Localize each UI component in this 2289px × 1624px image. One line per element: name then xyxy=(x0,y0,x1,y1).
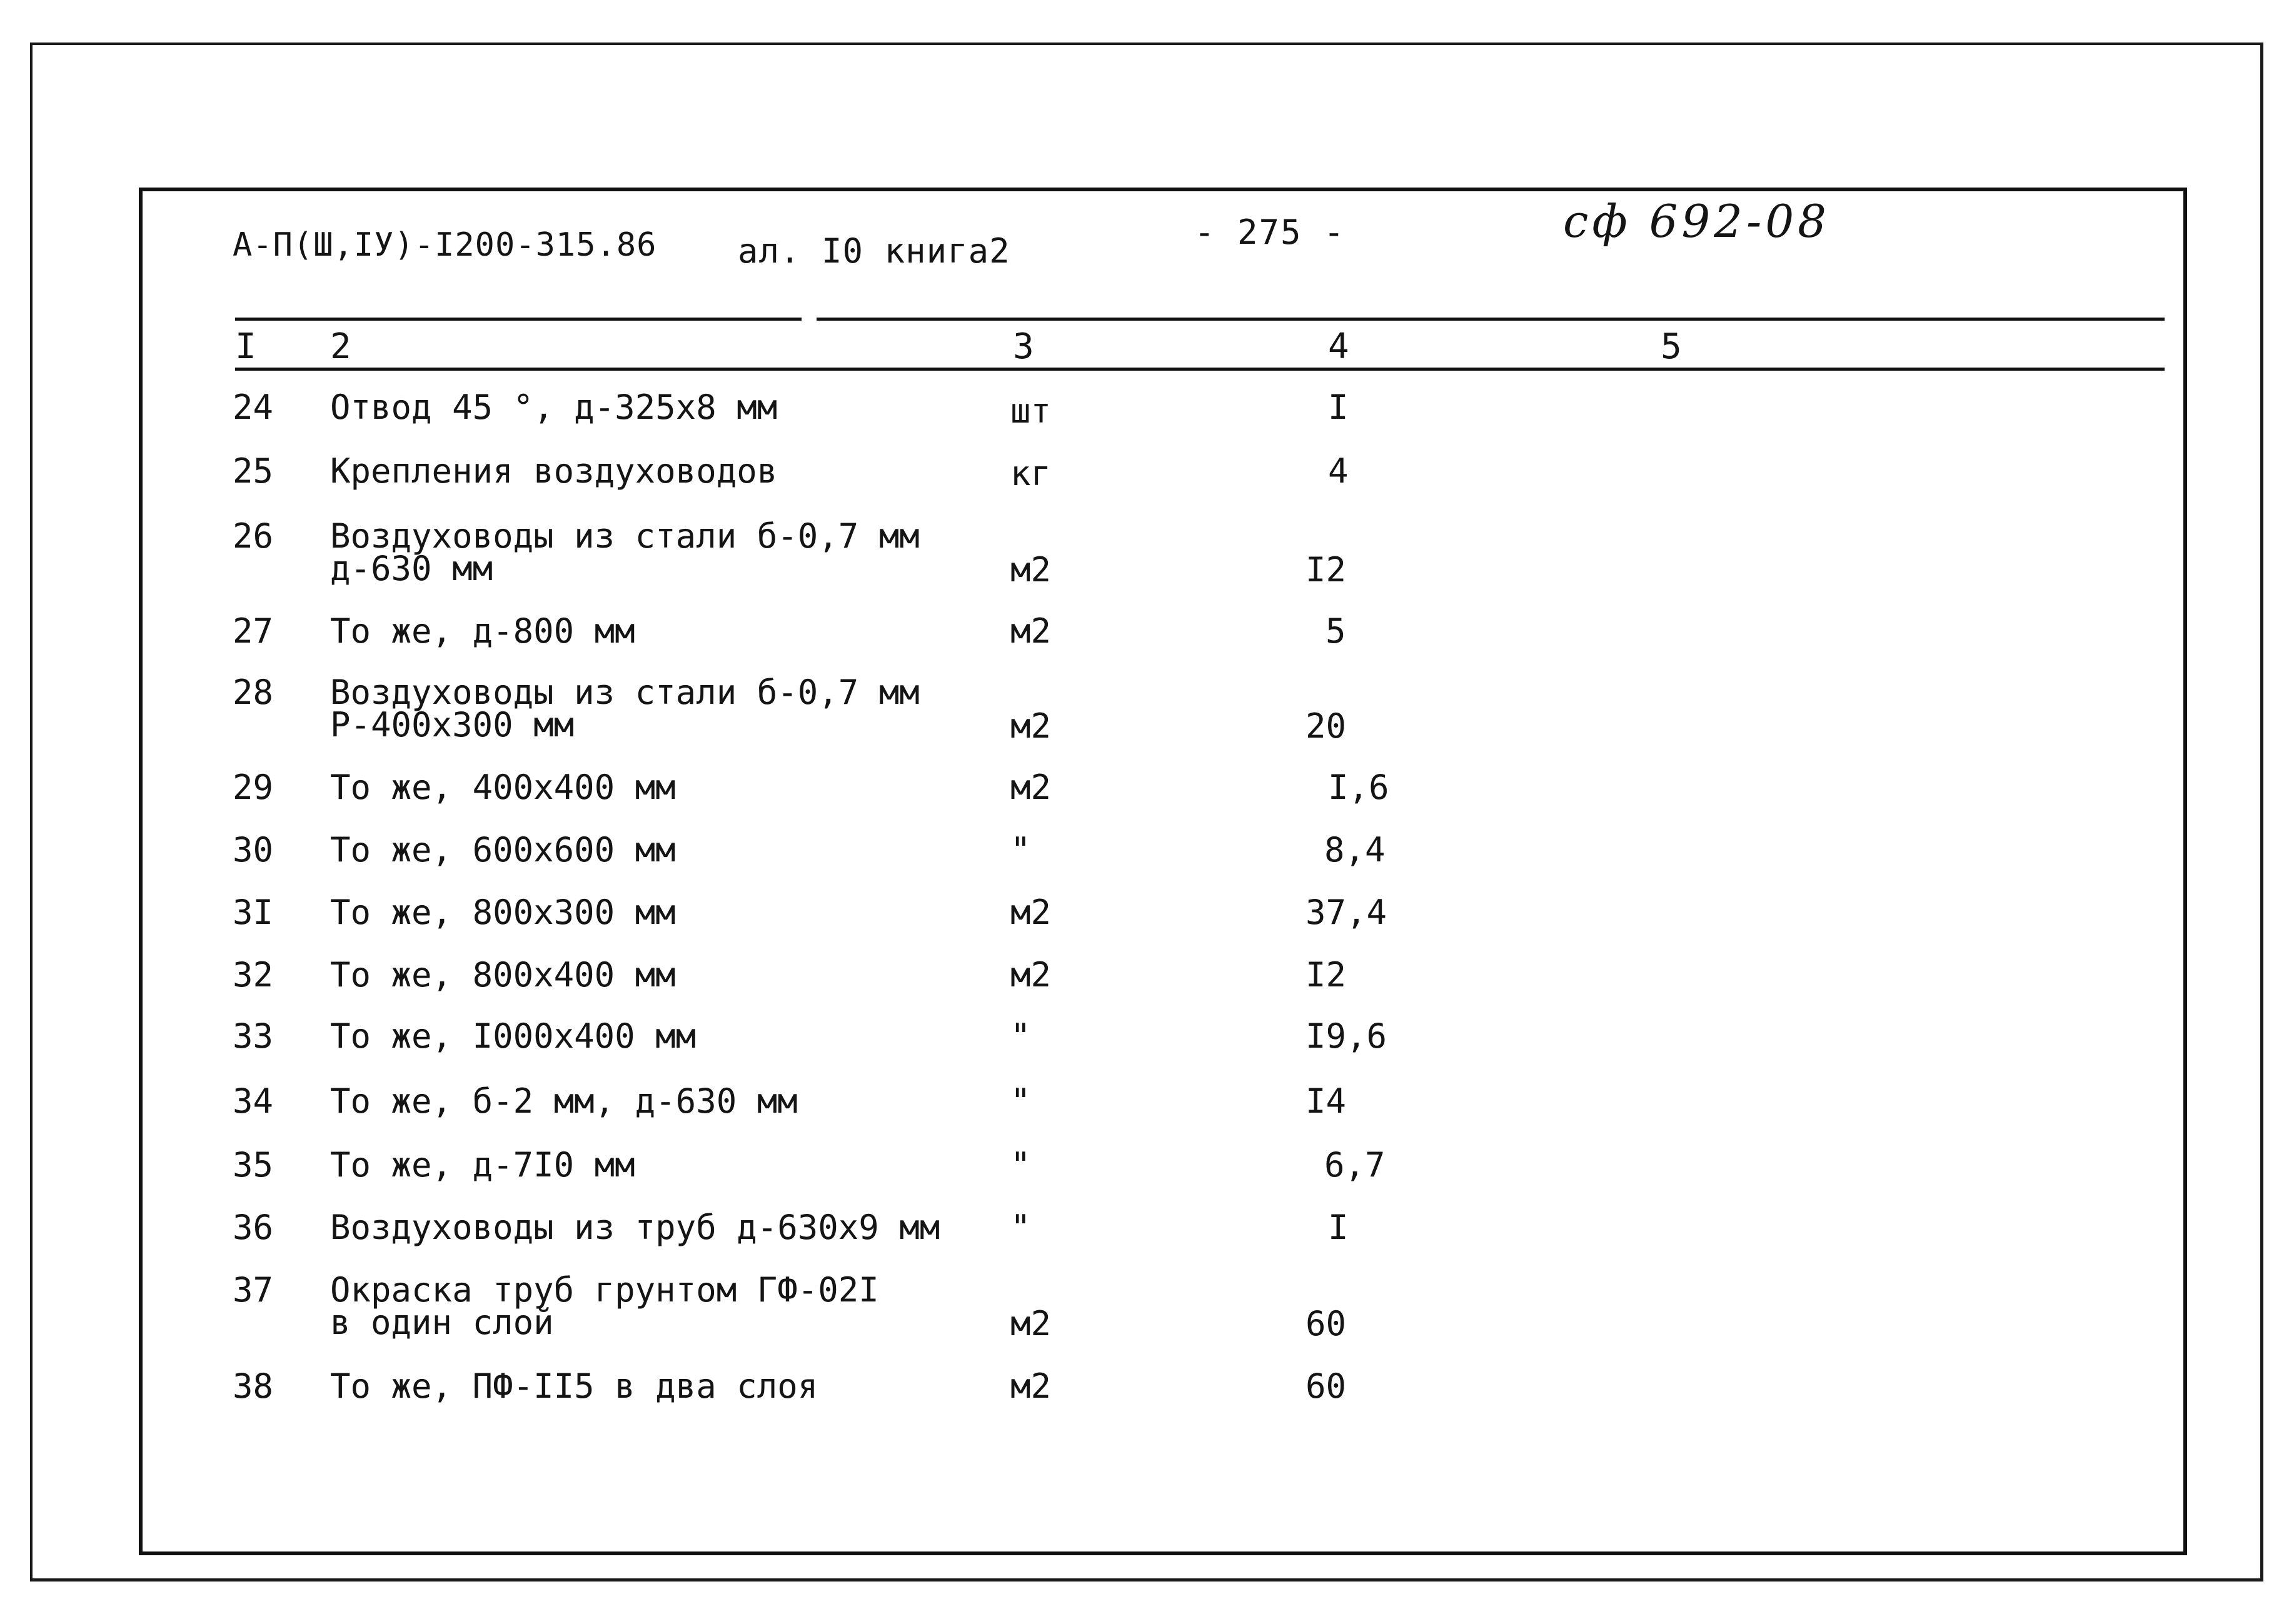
table-top-rule-left xyxy=(235,318,802,321)
item-name: То же, д-7I0 мм xyxy=(330,1145,635,1185)
column-header-3: 3 xyxy=(1013,326,1034,367)
item-unit: м2 xyxy=(1010,550,1052,589)
item-quantity: I,6 xyxy=(1328,768,1389,807)
item-quantity: 37,4 xyxy=(1305,893,1387,932)
row-number: 34 xyxy=(233,1081,274,1121)
item-unit: кг xyxy=(1010,454,1052,493)
item-name: То же, 800х400 мм xyxy=(330,955,676,995)
column-header-1: I xyxy=(235,326,256,367)
row-number: 3I xyxy=(233,893,274,932)
row-number: 30 xyxy=(233,830,274,870)
item-quantity: 6,7 xyxy=(1324,1145,1386,1185)
item-unit: " xyxy=(1010,1208,1031,1247)
item-name: Отвод 45 °, д-325х8 мм xyxy=(330,388,778,427)
item-quantity: I xyxy=(1328,1208,1349,1247)
item-quantity: 5 xyxy=(1326,611,1346,651)
row-number: 36 xyxy=(233,1208,274,1247)
sheet-reference: ал. I0 книга2 xyxy=(738,231,1010,271)
item-quantity: I xyxy=(1328,388,1349,427)
item-name: Воздуховоды из стали б-0,7 мм Р-400х300 мм xyxy=(330,673,920,744)
handwritten-archive-mark: сф 692-08 xyxy=(1563,195,1830,248)
item-name: То же, 600х600 мм xyxy=(330,830,676,870)
item-quantity: I9,6 xyxy=(1305,1016,1387,1056)
column-header-5: 5 xyxy=(1661,326,1682,367)
item-name: То же, 400х400 мм xyxy=(330,768,676,807)
row-number: 27 xyxy=(233,611,274,651)
item-name: Воздуховоды из стали б-0,7 мм д-630 мм xyxy=(330,516,920,588)
item-name: То же, б-2 мм, д-630 мм xyxy=(330,1081,798,1121)
item-unit: " xyxy=(1010,1145,1031,1185)
item-unit: " xyxy=(1010,1081,1031,1121)
item-unit: м2 xyxy=(1010,1304,1052,1343)
item-name: То же, I000х400 мм xyxy=(330,1016,697,1056)
row-number: 33 xyxy=(233,1016,274,1056)
item-name: Крепления воздуховодов xyxy=(330,451,778,491)
item-unit: м2 xyxy=(1010,893,1052,932)
table-top-rule-right xyxy=(817,318,2165,321)
item-unit: " xyxy=(1010,1016,1031,1056)
item-name: Окраска труб грунтом ГФ-02I в один слой xyxy=(330,1270,879,1342)
row-number: 26 xyxy=(233,516,274,556)
column-header-4: 4 xyxy=(1328,326,1349,367)
item-quantity: 4 xyxy=(1328,451,1349,491)
item-name: То же, ПФ-II5 в два слоя xyxy=(330,1366,818,1406)
row-number: 32 xyxy=(233,955,274,995)
item-unit: м2 xyxy=(1010,955,1052,995)
item-unit: м2 xyxy=(1010,1366,1052,1406)
item-quantity: 60 xyxy=(1305,1366,1347,1406)
item-quantity: I4 xyxy=(1305,1081,1347,1121)
item-quantity: 60 xyxy=(1305,1304,1347,1343)
item-unit: м2 xyxy=(1010,611,1052,651)
row-number: 37 xyxy=(233,1270,274,1310)
item-quantity: 8,4 xyxy=(1324,830,1386,870)
row-number: 25 xyxy=(233,451,274,491)
item-unit: " xyxy=(1010,830,1031,870)
row-number: 38 xyxy=(233,1366,274,1406)
row-number: 35 xyxy=(233,1145,274,1185)
item-quantity: I2 xyxy=(1305,955,1347,995)
table-header-bottom-rule xyxy=(235,368,2165,371)
item-quantity: I2 xyxy=(1305,550,1347,589)
item-unit: м2 xyxy=(1010,768,1052,807)
page-number: - 275 - xyxy=(1194,213,1346,252)
item-quantity: 20 xyxy=(1305,706,1347,746)
row-number: 28 xyxy=(233,673,274,712)
item-name: Воздуховоды из труб д-630х9 мм xyxy=(330,1208,940,1247)
column-header-2: 2 xyxy=(330,326,351,367)
item-name: То же, 800х300 мм xyxy=(330,893,676,932)
row-number: 24 xyxy=(233,388,274,427)
row-number: 29 xyxy=(233,768,274,807)
item-unit: шт xyxy=(1010,391,1052,431)
item-name: То же, д-800 мм xyxy=(330,611,635,651)
document-code: А-П(Ш,IУ)-I200-315.86 xyxy=(233,226,657,264)
item-unit: м2 xyxy=(1010,706,1052,746)
